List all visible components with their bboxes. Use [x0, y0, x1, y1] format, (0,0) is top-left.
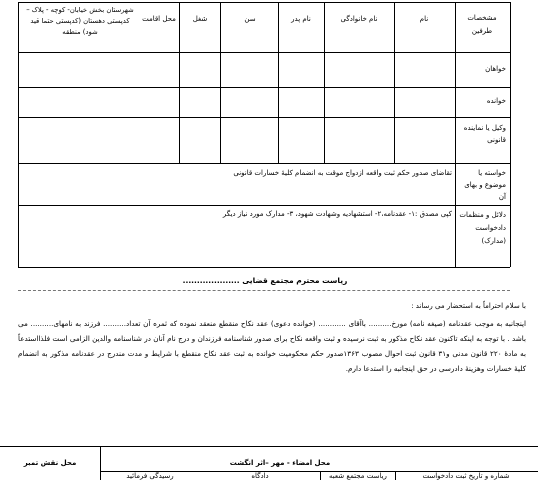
- family-column-divider: [324, 2, 325, 163]
- evidence-label: دلائل و منظمات دادخواست (مدارک): [459, 211, 506, 245]
- lawyer-label: وکیل یا نماینده قانونی: [463, 124, 506, 144]
- plaintiff-label: خواهان: [485, 65, 506, 73]
- name-column-divider: [394, 2, 395, 163]
- job-column-divider: [179, 2, 180, 163]
- letter-heading: ریاست محترم مجتمع قضایی ....................: [182, 276, 348, 285]
- greeting-text: با سلام احتراماً به استحضار می رساند :: [411, 302, 526, 310]
- stamp-box-divider: [100, 446, 101, 480]
- family-header: نام خانوادگی: [340, 15, 378, 23]
- footer-top-border: [0, 446, 538, 447]
- job-header: شغل: [192, 15, 208, 23]
- claim-label: خواسته یا موضوع و بهای آن: [464, 169, 506, 201]
- label-column-divider: [455, 2, 456, 267]
- address-header: شهرستان بخش خیابان- کوچه - پلاک – کدپستی دهستان (کدپستی حتما قید شود) منطقه: [26, 6, 134, 36]
- table-right-border: [510, 2, 511, 267]
- evidence-text: کپی مصدق :۱- عقدنامه،۲- استشهادیه وشهادت شهود، ۳- مدارک مورد نیاز دیگر: [222, 210, 452, 218]
- residence-header: محل اقامت: [142, 15, 176, 23]
- registry-divider-2: [320, 471, 321, 480]
- referral-label: رسیدگی فرمائید: [126, 472, 174, 480]
- age-column-divider: [220, 2, 221, 163]
- court-label: دادگاه: [251, 472, 269, 480]
- claim-text: تقاضای صدور حکم ثبت واقعه ازدواج موقت به انضمام کلیهٔ خسارات قانونی: [233, 169, 452, 177]
- defendant-label: خوانده: [486, 97, 506, 105]
- father-header: نام پدر: [291, 15, 311, 23]
- father-column-divider: [278, 2, 279, 163]
- signature-label: محل امضاء - مهر –اثر انگشت: [229, 459, 331, 467]
- defendant-row-divider: [18, 117, 510, 118]
- table-top-border: [18, 2, 510, 3]
- table-left-border: [18, 2, 19, 267]
- claim-row-divider: [18, 205, 510, 206]
- name-header: نام: [419, 15, 429, 23]
- lawyer-row-divider: [18, 163, 510, 164]
- court-head-label: ریاست مجتمع شعبه: [329, 472, 387, 480]
- age-header: سن: [244, 15, 256, 23]
- stamp-label: محل نقش تمبر: [23, 459, 77, 467]
- registration-label: شماره و تاریخ ثبت دادخواست: [422, 472, 510, 480]
- header-row-divider: [18, 52, 510, 53]
- parties-header: مشخصات طرفین: [467, 14, 497, 35]
- heading-divider: [18, 290, 510, 291]
- table-bottom-border: [18, 267, 510, 268]
- registry-divider-1: [395, 471, 396, 480]
- plaintiff-row-divider: [18, 87, 510, 88]
- request-paragraph: اینجانبه به موجب عقدنامه (صیغه نامه) مورخ.......... باآقای ............ (خوانده دعوی) عقد نکاح منقطع منعقد نموده که ثمره آن تعداد.......... فرزند به نامهای.......... می باشد . با توجه به اینکه تاکنون عقد نکاح مذکور به ثبت نرسیده و ثبت واقعه نکاح برای صدور شناسنامه فرزندان و درج نام آنان در شناسنامه والدین الزامی است فلذااستدعاً به مادهٔ ۲۲۰ قانون مدنی و۳۱ قانون ثبت احوال مصوب ۱۳۶۳صدور حکم محکومیت خوانده به ثبت عقد نکاح منقطع با شرایط و مدت مندرج در عقدنامه مذکور به انضمام کلیهٔ خسارات وهزینهٔ دادرسی در حق اینجانبه را استدعا دارم.: [18, 319, 526, 373]
